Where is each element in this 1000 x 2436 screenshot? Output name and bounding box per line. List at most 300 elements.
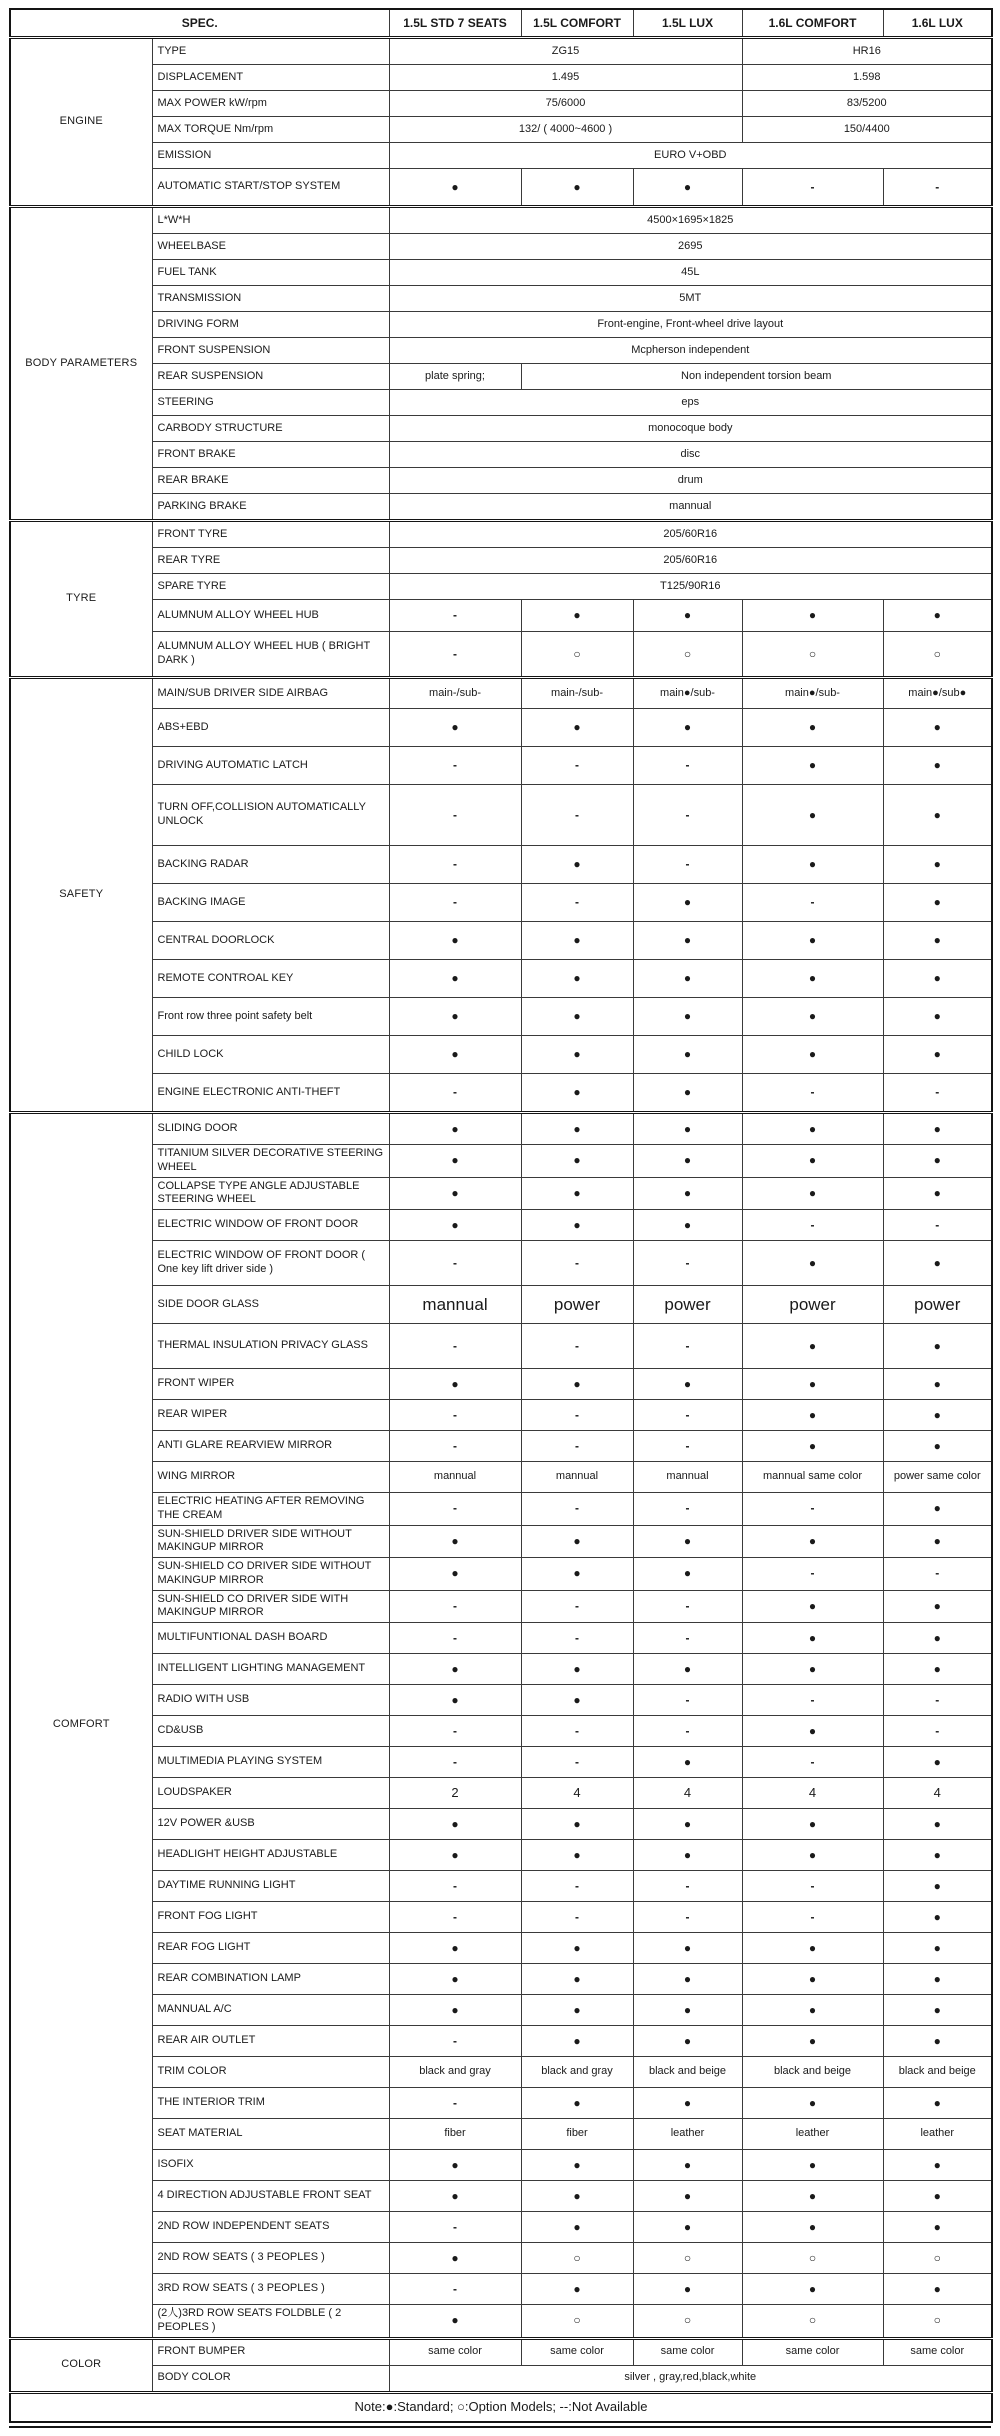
value-cell: - xyxy=(521,1902,633,1933)
table-row xyxy=(10,1871,992,1902)
value-cell: ● xyxy=(742,1716,883,1747)
param-label: ABS+EBD xyxy=(152,709,389,747)
value-cell: - xyxy=(389,600,521,632)
value-cell: ● xyxy=(883,600,992,632)
category-cell: TYRE xyxy=(10,521,152,678)
param-label: INTELLIGENT LIGHTING MANAGEMENT xyxy=(152,1654,389,1685)
value-cell: ● xyxy=(883,1590,992,1623)
value-cell: - xyxy=(883,1074,992,1113)
value-cell: mannual xyxy=(633,1462,742,1493)
value-cell: power xyxy=(742,1286,883,1324)
category-cell: COMFORT xyxy=(10,1113,152,2339)
value-cell: ● xyxy=(389,2305,521,2339)
value-cell: ○ xyxy=(883,2305,992,2339)
table-row xyxy=(10,169,992,207)
table-row xyxy=(10,1716,992,1747)
param-label: ELECTRIC WINDOW OF FRONT DOOR xyxy=(152,1210,389,1241)
value-cell: ● xyxy=(742,998,883,1036)
value-cell: ● xyxy=(883,1113,992,1145)
value-cell: - xyxy=(633,1400,742,1431)
value-cell: ● xyxy=(521,2026,633,2057)
param-label: TYPE xyxy=(152,38,389,65)
table-row xyxy=(10,1525,992,1558)
param-label: PARKING BRAKE xyxy=(152,494,389,521)
value-cell: 83/5200 xyxy=(742,91,992,117)
value-cell: ● xyxy=(742,2088,883,2119)
value-cell: ● xyxy=(633,1840,742,1871)
value-cell: ● xyxy=(389,960,521,998)
value-cell: ● xyxy=(742,1036,883,1074)
value-cell: ● xyxy=(389,1145,521,1178)
param-label: DISPLACEMENT xyxy=(152,65,389,91)
value-cell: - xyxy=(742,884,883,922)
value-cell: ● xyxy=(883,1036,992,1074)
param-label: SUN-SHIELD CO DRIVER SIDE WITH MAKINGUP MIRROR xyxy=(152,1590,389,1623)
table-row xyxy=(10,2026,992,2057)
table-row xyxy=(10,1747,992,1778)
value-cell: - xyxy=(389,1590,521,1623)
value-cell: - xyxy=(742,1747,883,1778)
value-cell: ● xyxy=(389,169,521,207)
value-cell: ● xyxy=(883,1902,992,1933)
param-label: WHEELBASE xyxy=(152,234,389,260)
table-row xyxy=(10,1685,992,1716)
table-row xyxy=(10,678,992,709)
column-header: 1.6L LUX xyxy=(883,9,992,38)
table-row xyxy=(10,143,992,169)
value-cell: ● xyxy=(883,1654,992,1685)
param-label: REMOTE CONTROAL KEY xyxy=(152,960,389,998)
value-cell: - xyxy=(521,1324,633,1369)
bottom-rule xyxy=(9,2426,991,2428)
value-cell: ● xyxy=(389,1840,521,1871)
value-cell: 205/60R16 xyxy=(389,548,992,574)
value-cell: ● xyxy=(883,922,992,960)
value-cell: - xyxy=(883,1210,992,1241)
param-label: FRONT BUMPER xyxy=(152,2338,389,2365)
table-row xyxy=(10,1210,992,1241)
value-cell: ● xyxy=(389,1113,521,1145)
table-row xyxy=(10,416,992,442)
param-label: COLLAPSE TYPE ANGLE ADJUSTABLE STEERING WHEEL xyxy=(152,1177,389,1210)
legend-note: Note:●:Standard; ○:Option Models; --:Not Available xyxy=(10,2392,992,2422)
value-cell: mannual xyxy=(389,494,992,521)
value-cell: - xyxy=(742,1074,883,1113)
value-cell: ● xyxy=(742,2026,883,2057)
value-cell: - xyxy=(389,785,521,846)
table-row xyxy=(10,2274,992,2305)
value-cell: - xyxy=(742,1558,883,1591)
value-cell: - xyxy=(742,1871,883,1902)
value-cell: ● xyxy=(883,1525,992,1558)
spec-table xyxy=(9,8,993,2423)
value-cell: plate spring; xyxy=(389,364,521,390)
value-cell: T125/90R16 xyxy=(389,574,992,600)
table-row xyxy=(10,1933,992,1964)
param-label: ELECTRIC HEATING AFTER REMOVING THE CREAM xyxy=(152,1493,389,1526)
param-label: MANNUAL A/C xyxy=(152,1995,389,2026)
param-label: MAIN/SUB DRIVER SIDE AIRBAG xyxy=(152,678,389,709)
value-cell: - xyxy=(389,2274,521,2305)
value-cell: - xyxy=(742,169,883,207)
table-row xyxy=(10,1493,992,1526)
param-label: BACKING IMAGE xyxy=(152,884,389,922)
value-cell: - xyxy=(389,846,521,884)
value-cell: ● xyxy=(742,1431,883,1462)
value-cell: 75/6000 xyxy=(389,91,742,117)
value-cell: eps xyxy=(389,390,992,416)
table-row xyxy=(10,468,992,494)
value-cell: ● xyxy=(633,1369,742,1400)
param-label: REAR TYRE xyxy=(152,548,389,574)
param-label: REAR WIPER xyxy=(152,1400,389,1431)
value-cell: - xyxy=(389,884,521,922)
value-cell: ● xyxy=(633,1995,742,2026)
value-cell: ○ xyxy=(521,2243,633,2274)
value-cell: - xyxy=(633,1590,742,1623)
value-cell: black and beige xyxy=(742,2057,883,2088)
value-cell: ● xyxy=(389,1809,521,1840)
value-cell: Non independent torsion beam xyxy=(521,364,992,390)
param-label: CENTRAL DOORLOCK xyxy=(152,922,389,960)
value-cell: ● xyxy=(633,998,742,1036)
value-cell: same color xyxy=(742,2338,883,2365)
param-label: 2ND ROW SEATS ( 3 PEOPLES ) xyxy=(152,2243,389,2274)
value-cell: fiber xyxy=(521,2119,633,2150)
table-row xyxy=(10,960,992,998)
param-label: (2人)3RD ROW SEATS FOLDBLE ( 2 PEOPLES ) xyxy=(152,2305,389,2339)
table-row xyxy=(10,846,992,884)
value-cell: same color xyxy=(389,2338,521,2365)
value-cell: ● xyxy=(521,1840,633,1871)
value-cell: ● xyxy=(521,2274,633,2305)
table-row xyxy=(10,1145,992,1178)
table-row xyxy=(10,998,992,1036)
value-cell: ● xyxy=(633,1145,742,1178)
table-row xyxy=(10,884,992,922)
value-cell: ● xyxy=(742,1933,883,1964)
value-cell: ● xyxy=(521,1525,633,1558)
value-cell: 1.598 xyxy=(742,65,992,91)
table-row xyxy=(10,442,992,468)
value-cell: main-/sub- xyxy=(521,678,633,709)
value-cell: ● xyxy=(521,1933,633,1964)
value-cell: 4 xyxy=(633,1778,742,1809)
value-cell: ● xyxy=(633,1074,742,1113)
value-cell: ● xyxy=(883,1871,992,1902)
value-cell: disc xyxy=(389,442,992,468)
value-cell: - xyxy=(389,1400,521,1431)
value-cell: leather xyxy=(742,2119,883,2150)
value-cell: - xyxy=(521,747,633,785)
value-cell: - xyxy=(521,1431,633,1462)
param-label: MAX TORQUE Nm/rpm xyxy=(152,117,389,143)
value-cell: ● xyxy=(389,922,521,960)
table-row xyxy=(10,207,992,234)
value-cell: ● xyxy=(742,2181,883,2212)
table-row xyxy=(10,65,992,91)
value-cell: - xyxy=(521,1241,633,1286)
value-cell: ● xyxy=(742,747,883,785)
value-cell: ● xyxy=(521,1074,633,1113)
table-row xyxy=(10,1462,992,1493)
value-cell: - xyxy=(389,1623,521,1654)
column-header: 1.5L STD 7 SEATS xyxy=(389,9,521,38)
value-cell: - xyxy=(521,1716,633,1747)
param-label: ALUMNUM ALLOY WHEEL HUB xyxy=(152,600,389,632)
param-label: TRANSMISSION xyxy=(152,286,389,312)
value-cell: ● xyxy=(521,1210,633,1241)
value-cell: - xyxy=(633,1685,742,1716)
value-cell: ● xyxy=(633,2212,742,2243)
value-cell: power xyxy=(633,1286,742,1324)
value-cell: ● xyxy=(883,1177,992,1210)
value-cell: - xyxy=(521,1747,633,1778)
table-row xyxy=(10,785,992,846)
value-cell: - xyxy=(742,1685,883,1716)
value-cell: ● xyxy=(883,2088,992,2119)
value-cell: 4 xyxy=(521,1778,633,1809)
value-cell: - xyxy=(389,2088,521,2119)
value-cell: ● xyxy=(742,1145,883,1178)
value-cell: ● xyxy=(633,1809,742,1840)
value-cell: ● xyxy=(389,2150,521,2181)
value-cell: ● xyxy=(521,1995,633,2026)
value-cell: ● xyxy=(883,1369,992,1400)
value-cell: ● xyxy=(883,960,992,998)
value-cell: ○ xyxy=(521,2305,633,2339)
param-label: HEADLIGHT HEIGHT ADJUSTABLE xyxy=(152,1840,389,1871)
value-cell: leather xyxy=(883,2119,992,2150)
value-cell: 4500×1695×1825 xyxy=(389,207,992,234)
value-cell: - xyxy=(633,846,742,884)
value-cell: - xyxy=(389,1747,521,1778)
param-label: ELECTRIC WINDOW OF FRONT DOOR ( One key lift driver side ) xyxy=(152,1241,389,1286)
value-cell: - xyxy=(521,1493,633,1526)
param-label: MAX POWER kW/rpm xyxy=(152,91,389,117)
value-cell: ● xyxy=(883,1241,992,1286)
table-row xyxy=(10,1400,992,1431)
value-cell: - xyxy=(633,1431,742,1462)
value-cell: 2695 xyxy=(389,234,992,260)
param-label: BODY COLOR xyxy=(152,2365,389,2392)
value-cell: ● xyxy=(521,1654,633,1685)
value-cell: ● xyxy=(883,1933,992,1964)
value-cell: ● xyxy=(521,2150,633,2181)
param-label: MULTIMEDIA PLAYING SYSTEM xyxy=(152,1747,389,1778)
value-cell: ○ xyxy=(742,2243,883,2274)
value-cell: ● xyxy=(742,1809,883,1840)
value-cell: ● xyxy=(883,1995,992,2026)
table-row xyxy=(10,1369,992,1400)
value-cell: - xyxy=(389,2026,521,2057)
value-cell: ● xyxy=(633,169,742,207)
value-cell: ○ xyxy=(883,632,992,678)
param-label: DAYTIME RUNNING LIGHT xyxy=(152,1871,389,1902)
value-cell: mannual same color xyxy=(742,1462,883,1493)
value-cell: - xyxy=(883,1685,992,1716)
value-cell: ● xyxy=(389,1369,521,1400)
value-cell: ● xyxy=(389,1933,521,1964)
value-cell: mannual xyxy=(521,1462,633,1493)
value-cell: - xyxy=(742,1902,883,1933)
value-cell: - xyxy=(389,1871,521,1902)
category-cell: COLOR xyxy=(10,2338,152,2392)
value-cell: ● xyxy=(883,1324,992,1369)
value-cell: - xyxy=(389,1716,521,1747)
value-cell: ● xyxy=(521,1369,633,1400)
value-cell: 4 xyxy=(883,1778,992,1809)
table-row xyxy=(10,2305,992,2339)
param-label: Front row three point safety belt xyxy=(152,998,389,1036)
table-row xyxy=(10,494,992,521)
table-row xyxy=(10,1113,992,1145)
value-cell: ● xyxy=(742,1623,883,1654)
table-row xyxy=(10,286,992,312)
value-cell: ● xyxy=(521,169,633,207)
value-cell: ● xyxy=(742,1995,883,2026)
value-cell: ● xyxy=(742,1369,883,1400)
value-cell: - xyxy=(389,632,521,678)
value-cell: ● xyxy=(633,960,742,998)
value-cell: 45L xyxy=(389,260,992,286)
value-cell: ● xyxy=(742,922,883,960)
value-cell: ● xyxy=(883,1431,992,1462)
value-cell: - xyxy=(633,1871,742,1902)
table-row xyxy=(10,521,992,548)
value-cell: ● xyxy=(633,2181,742,2212)
value-cell: ● xyxy=(633,1177,742,1210)
table-row xyxy=(10,747,992,785)
value-cell: ○ xyxy=(633,2243,742,2274)
value-cell: ● xyxy=(883,998,992,1036)
table-row xyxy=(10,709,992,747)
value-cell: - xyxy=(389,1241,521,1286)
table-row xyxy=(10,1074,992,1113)
value-cell: ● xyxy=(883,1623,992,1654)
param-label: REAR SUSPENSION xyxy=(152,364,389,390)
table-row xyxy=(10,574,992,600)
param-label: ENGINE ELECTRONIC ANTI-THEFT xyxy=(152,1074,389,1113)
value-cell: ● xyxy=(521,960,633,998)
value-cell: ● xyxy=(389,998,521,1036)
value-cell: fiber xyxy=(389,2119,521,2150)
value-cell: silver , gray,red,black,white xyxy=(389,2365,992,2392)
value-cell: - xyxy=(389,1324,521,1369)
value-cell: ● xyxy=(521,1558,633,1591)
value-cell: ● xyxy=(633,922,742,960)
value-cell: - xyxy=(521,1400,633,1431)
category-cell: SAFETY xyxy=(10,678,152,1113)
param-label: FRONT FOG LIGHT xyxy=(152,1902,389,1933)
value-cell: - xyxy=(633,1324,742,1369)
value-cell: ● xyxy=(389,1525,521,1558)
value-cell: main●/sub● xyxy=(883,678,992,709)
value-cell: ● xyxy=(883,2212,992,2243)
value-cell: - xyxy=(521,884,633,922)
value-cell: - xyxy=(389,747,521,785)
value-cell: ● xyxy=(742,2274,883,2305)
value-cell: ● xyxy=(883,2026,992,2057)
value-cell: ● xyxy=(742,1525,883,1558)
table-row xyxy=(10,364,992,390)
value-cell: ● xyxy=(742,846,883,884)
value-cell: EURO V+OBD xyxy=(389,143,992,169)
param-label: FRONT WIPER xyxy=(152,1369,389,1400)
value-cell: main●/sub- xyxy=(742,678,883,709)
value-cell: ● xyxy=(521,846,633,884)
value-cell: ● xyxy=(742,960,883,998)
table-row xyxy=(10,2243,992,2274)
table-row xyxy=(10,1995,992,2026)
table-row xyxy=(10,2212,992,2243)
param-label: REAR BRAKE xyxy=(152,468,389,494)
param-label: BACKING RADAR xyxy=(152,846,389,884)
table-row xyxy=(10,1431,992,1462)
table-row xyxy=(10,38,992,65)
value-cell: ● xyxy=(742,1400,883,1431)
value-cell: ● xyxy=(883,2181,992,2212)
value-cell: ● xyxy=(521,2181,633,2212)
value-cell: 132/ ( 4000~4600 ) xyxy=(389,117,742,143)
table-row xyxy=(10,600,992,632)
value-cell: ● xyxy=(633,2274,742,2305)
value-cell: ● xyxy=(521,2212,633,2243)
param-label: DRIVING FORM xyxy=(152,312,389,338)
param-label: 2ND ROW INDEPENDENT SEATS xyxy=(152,2212,389,2243)
table-row xyxy=(10,2088,992,2119)
value-cell: main●/sub- xyxy=(633,678,742,709)
value-cell: ● xyxy=(883,747,992,785)
value-cell: 150/4400 xyxy=(742,117,992,143)
table-row xyxy=(10,1778,992,1809)
category-cell: BODY PARAMETERS xyxy=(10,207,152,521)
value-cell: drum xyxy=(389,468,992,494)
param-label: 3RD ROW SEATS ( 3 PEOPLES ) xyxy=(152,2274,389,2305)
value-cell: ○ xyxy=(742,632,883,678)
value-cell: - xyxy=(521,1871,633,1902)
param-label: FRONT BRAKE xyxy=(152,442,389,468)
value-cell: ● xyxy=(633,2150,742,2181)
param-label: TURN OFF,COLLISION AUTOMATICALLY UNLOCK xyxy=(152,785,389,846)
value-cell: ● xyxy=(521,1177,633,1210)
value-cell: ● xyxy=(633,1654,742,1685)
value-cell: - xyxy=(389,1074,521,1113)
table-row xyxy=(10,922,992,960)
table-row xyxy=(10,1623,992,1654)
value-cell: ● xyxy=(521,1964,633,1995)
value-cell: ● xyxy=(742,1324,883,1369)
value-cell: ● xyxy=(633,884,742,922)
value-cell: ● xyxy=(521,1685,633,1716)
value-cell: ● xyxy=(521,922,633,960)
value-cell: ● xyxy=(742,1241,883,1286)
table-row xyxy=(10,2150,992,2181)
value-cell: ● xyxy=(883,846,992,884)
value-cell: ● xyxy=(883,1747,992,1778)
value-cell: ○ xyxy=(633,2305,742,2339)
value-cell: power same color xyxy=(883,1462,992,1493)
value-cell: same color xyxy=(633,2338,742,2365)
param-label: THE INTERIOR TRIM xyxy=(152,2088,389,2119)
value-cell: ● xyxy=(633,1525,742,1558)
table-row xyxy=(10,117,992,143)
value-cell: Mcpherson independent xyxy=(389,338,992,364)
table-row xyxy=(10,632,992,678)
value-cell: mannual xyxy=(389,1286,521,1324)
value-cell: ● xyxy=(389,1036,521,1074)
value-cell: ● xyxy=(742,785,883,846)
